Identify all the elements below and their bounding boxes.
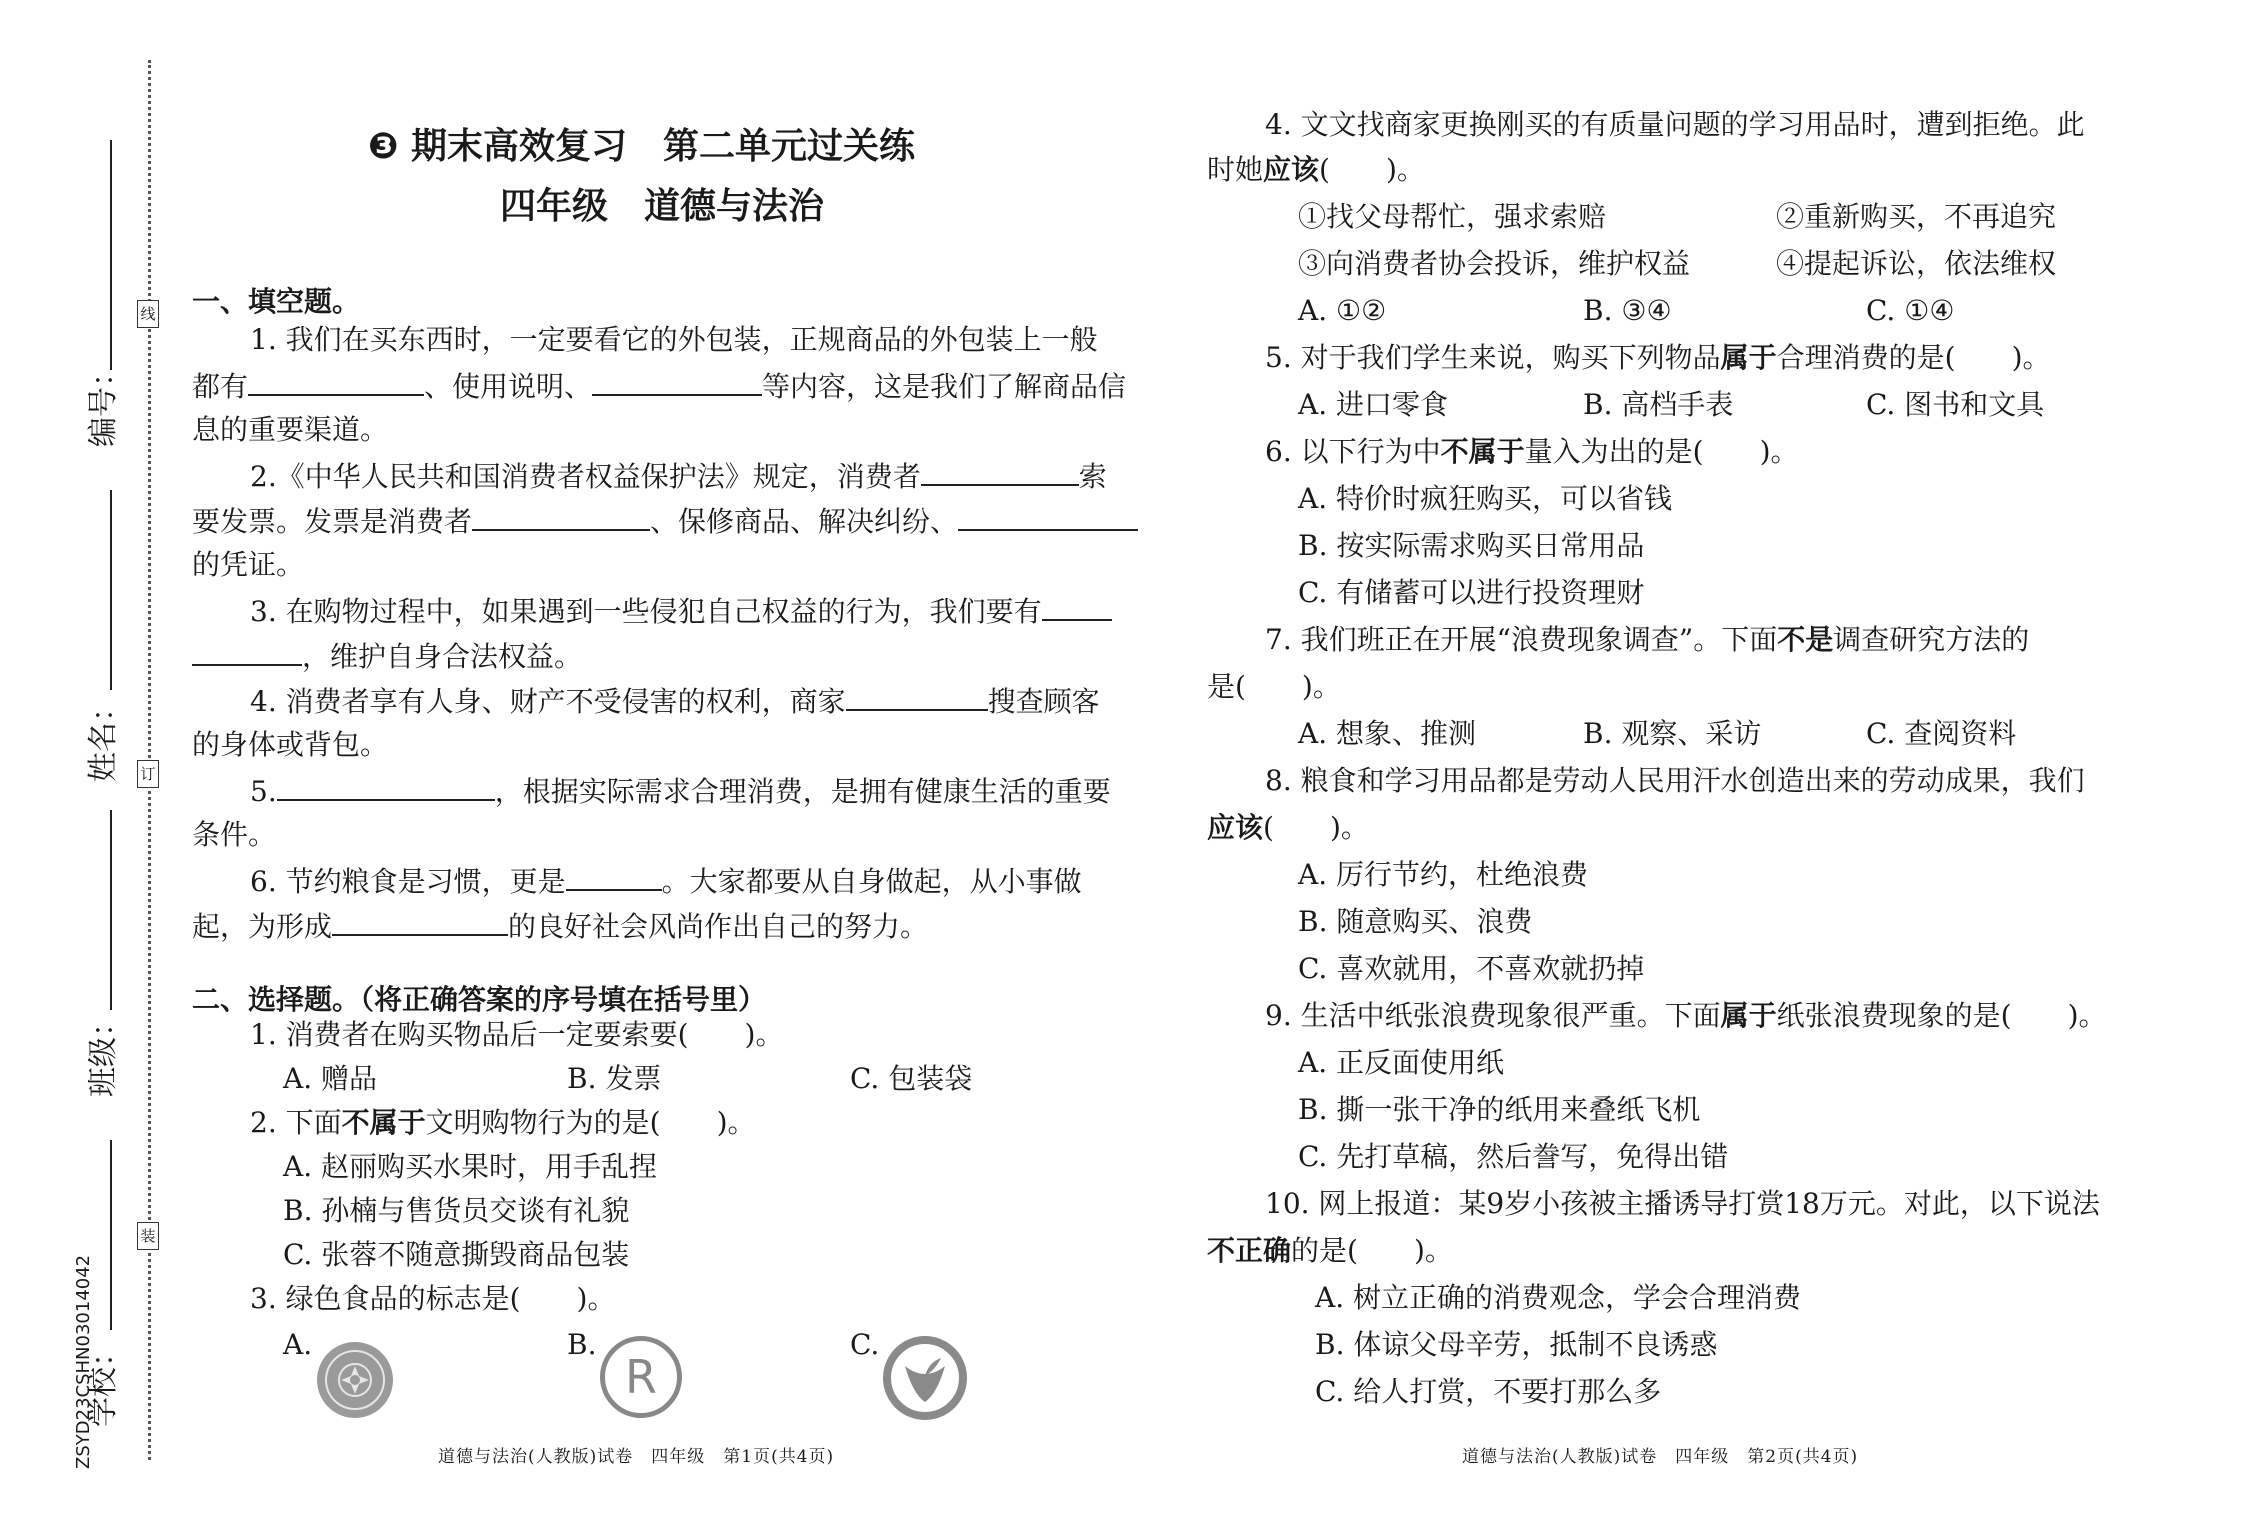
fill-q2-line2	[192, 503, 1138, 539]
text: ，维护自身合法权益。	[302, 640, 583, 673]
text: 7. 我们班正在开展“浪费现象调查”。下面	[1265, 623, 1778, 656]
answer-blank[interactable]	[332, 908, 508, 936]
emphasis-text: 不正确	[1207, 1234, 1292, 1267]
text: 量入为出的是( )。	[1524, 435, 1799, 468]
choice-q2-option-a[interactable]: A. 赵丽购买水果时，用手乱捏	[283, 1150, 658, 1183]
answer-blank[interactable]	[921, 458, 1079, 486]
text: 2.《中华人民共和国消费者权益保护法》规定，消费者	[250, 460, 921, 493]
fill-q5-line2: 条件。	[192, 818, 277, 851]
right-page-footer: 道德与法治(人教版)试卷 四年级 第2页(共4页)	[1462, 1447, 1859, 1467]
choice-q7-line2: 是( )。	[1207, 670, 1341, 703]
emphasis-text: 应该	[1263, 153, 1320, 186]
fill-q1-line2	[192, 368, 1126, 404]
choice-q8-line1: 8. 粮食和学习用品都是劳动人民用汗水创造出来的劳动成果，我们	[1265, 764, 2085, 797]
choice-q7-option-a[interactable]: A. 想象、推测	[1298, 717, 1477, 750]
fill-q4-line1	[250, 683, 1100, 719]
choice-q9-option-a[interactable]: A. 正反面使用纸	[1298, 1046, 1505, 1079]
text: 2. 下面	[250, 1106, 342, 1139]
choice-q4-option-a[interactable]: A. ①②	[1298, 294, 1387, 327]
text: 搜查顾客	[987, 685, 1100, 718]
paper-code: ZSYD23CSHN03014042	[73, 1254, 94, 1469]
choice-q10-option-c[interactable]: C. 给人打赏，不要打那么多	[1315, 1375, 1662, 1408]
choice-q7-line1	[1265, 623, 2029, 657]
cut-mark-line: 线	[137, 300, 159, 328]
choice-q8-option-c[interactable]: C. 喜欢就用，不喜欢就扔掉	[1298, 952, 1645, 985]
school-label: 学校：	[86, 1337, 121, 1427]
choice-q4-statement-4: ④提起诉讼，依法维权	[1776, 247, 2057, 280]
choice-q4-option-b[interactable]: B. ③④	[1583, 294, 1672, 327]
choice-q6-option-c[interactable]: C. 有储蓄可以进行投资理财	[1298, 576, 1645, 609]
answer-blank[interactable]	[192, 638, 302, 666]
choice-q2	[250, 1106, 756, 1140]
fill-q1-line1: 1. 我们在买东西时，一定要看它的外包装，正规商品的外包装上一般	[250, 323, 1098, 356]
text: 都有	[192, 370, 249, 403]
choice-q10-line1: 10. 网上报道：某9岁小孩被主播诱导打赏18万元。对此，以下说法	[1265, 1187, 2100, 1220]
text: 。大家都要从自身做起，从小事做	[661, 865, 1082, 898]
text: 4. 消费者享有人身、财产不受侵害的权利，商家	[250, 685, 846, 718]
id-field-line[interactable]	[110, 140, 112, 370]
text: 的良好社会风尚作出自己的努力。	[508, 910, 929, 943]
text: 时她	[1207, 153, 1264, 186]
choice-q1: 1. 消费者在购买物品后一定要索要( )。	[250, 1018, 784, 1051]
choice-q8-option-b[interactable]: B. 随意购买、浪费	[1298, 905, 1533, 938]
title-text: 期末高效复习 第二单元过关练	[411, 126, 916, 167]
choice-q4-line2	[1207, 153, 1425, 187]
choice-q1-option-c[interactable]: C. 包装袋	[850, 1062, 973, 1095]
choice-q5-option-a[interactable]: A. 进口零食	[1298, 388, 1449, 421]
choice-q9-option-c[interactable]: C. 先打草稿，然后誊写，免得出错	[1298, 1140, 1729, 1173]
text: 等内容，这是我们了解商品信	[762, 370, 1127, 403]
text: 3. 在购物过程中，如果遇到一些侵犯自己权益的行为，我们要有	[250, 595, 1042, 628]
text: 9. 生活中纸张浪费现象很严重。下面	[1265, 999, 1721, 1032]
fill-q1-line3: 息的重要渠道。	[192, 413, 389, 446]
page-subtitle: 四年级 道德与法治	[500, 186, 825, 227]
section-multiple-choice: 二、选择题。（将正确答案的序号填在括号里）	[192, 983, 767, 1016]
class-field-line[interactable]	[110, 810, 112, 1010]
school-field-line[interactable]	[110, 1140, 112, 1330]
left-page-footer: 道德与法治(人教版)试卷 四年级 第1页(共4页)	[438, 1447, 835, 1467]
text: 6. 节约粮食是习惯，更是	[250, 865, 566, 898]
fill-q6-line2	[192, 908, 928, 944]
text: 纸张浪费现象的是( )。	[1776, 999, 2107, 1032]
fill-q3-line1	[250, 593, 1112, 629]
emphasis-text: 不是	[1777, 623, 1834, 656]
fill-q2-line3: 的凭证。	[192, 548, 305, 581]
choice-q10-option-a[interactable]: A. 树立正确的消费观念，学会合理消费	[1315, 1281, 1802, 1314]
choice-q4-statement-2: ②重新购买，不再追究	[1776, 200, 2057, 233]
answer-blank[interactable]	[1042, 593, 1112, 621]
choice-q6	[1265, 435, 1799, 469]
choice-q1-option-a[interactable]: A. 赠品	[283, 1062, 378, 1095]
emphasis-text: 属于	[1720, 999, 1777, 1032]
fill-q4-line2: 的身体或背包。	[192, 728, 389, 761]
id-label: 编号：	[86, 357, 121, 447]
text: 5.	[250, 775, 277, 808]
text: 调查研究方法的	[1833, 623, 2030, 656]
green-food-logo-icon	[883, 1336, 967, 1420]
answer-blank[interactable]	[248, 368, 424, 396]
choice-q10-line2	[1207, 1234, 1453, 1268]
emphasis-text: 不属于	[341, 1106, 426, 1139]
emphasis-text: 不属于	[1440, 435, 1525, 468]
class-label: 班级：	[86, 1007, 121, 1097]
fill-q2-line1	[250, 458, 1107, 494]
text: 索	[1078, 460, 1107, 493]
choice-q3-option-b[interactable]: B.	[567, 1328, 597, 1361]
choice-q4-statement-3: ③向消费者协会投诉，维护权益	[1298, 247, 1691, 280]
choice-q9	[1265, 999, 2107, 1033]
text: 的是( )。	[1291, 1234, 1453, 1267]
choice-q2-option-b[interactable]: B. 孙楠与售货员交谈有礼貌	[283, 1194, 630, 1227]
text: ( )。	[1319, 153, 1425, 186]
text: 文明购物行为的是( )。	[425, 1106, 756, 1139]
text: 5. 对于我们学生来说，购买下列物品	[1265, 341, 1721, 374]
fill-q6-line1	[250, 863, 1082, 899]
choice-q1-option-b[interactable]: B. 发票	[567, 1062, 662, 1095]
text: 起，为形成	[192, 910, 333, 943]
answer-blank[interactable]	[846, 683, 988, 711]
section-fill-blank: 一、填空题。	[192, 285, 361, 318]
name-field-line[interactable]	[110, 490, 112, 690]
answer-blank[interactable]	[592, 368, 762, 396]
emphasis-text: 应该	[1207, 811, 1264, 844]
choice-q5	[1265, 341, 2051, 375]
choice-q6-option-b[interactable]: B. 按实际需求购买日常用品	[1298, 529, 1645, 562]
emphasis-text: 属于	[1720, 341, 1777, 374]
text: 要发票。发票是消费者	[192, 505, 473, 538]
text: 合理消费的是( )。	[1776, 341, 2051, 374]
choice-q7-option-c[interactable]: C. 查阅资料	[1866, 717, 2017, 750]
choice-q4-statement-1: ①找父母帮忙，强求索赔	[1298, 200, 1607, 233]
registered-mark-icon: R	[600, 1336, 682, 1418]
choice-q3-option-c[interactable]: C.	[850, 1328, 880, 1361]
answer-blank[interactable]	[472, 503, 650, 531]
fill-q5-line1	[250, 773, 1111, 809]
choice-q3-option-a[interactable]: A.	[283, 1328, 313, 1361]
unit-number-icon: ❸	[368, 126, 399, 167]
text: 6. 以下行为中	[1265, 435, 1441, 468]
cut-mark-mount: 装	[137, 1222, 159, 1250]
choice-q2-option-c[interactable]: C. 张蓉不随意撕毁商品包装	[283, 1238, 630, 1271]
choice-q10-option-b[interactable]: B. 体谅父母辛劳，抵制不良诱惑	[1315, 1328, 1718, 1361]
choice-q3: 3. 绿色食品的标志是( )。	[250, 1282, 616, 1315]
choice-q4-line1: 4. 文文找商家更换刚买的有质量问题的学习用品时，遭到拒绝。此	[1265, 108, 2085, 141]
name-label: 姓名：	[86, 692, 121, 782]
answer-blank[interactable]	[958, 503, 1138, 531]
choice-q8-line2	[1207, 811, 1369, 845]
emblem-seal-icon	[315, 1340, 395, 1420]
text: ，根据实际需求合理消费，是拥有健康生活的重要	[494, 775, 1111, 808]
choice-q9-option-b[interactable]: B. 撕一张干净的纸用来叠纸飞机	[1298, 1093, 1701, 1126]
choice-q5-option-c[interactable]: C. 图书和文具	[1866, 388, 2045, 421]
text: 、使用说明、	[424, 370, 593, 403]
answer-blank[interactable]	[277, 773, 495, 801]
cut-mark-bind: 订	[137, 760, 159, 788]
page-title	[368, 118, 915, 169]
choice-q6-option-a[interactable]: A. 特价时疯狂购买，可以省钱	[1298, 482, 1673, 515]
choice-q7-option-b[interactable]: B. 观察、采访	[1583, 717, 1762, 750]
choice-q4-option-c[interactable]: C. ①④	[1866, 294, 1955, 327]
choice-q8-option-a[interactable]: A. 厉行节约，杜绝浪费	[1298, 858, 1589, 891]
answer-blank[interactable]	[566, 863, 662, 891]
fill-q3-line2	[192, 638, 582, 674]
text: ( )。	[1263, 811, 1369, 844]
text: 、保修商品、解决纠纷、	[650, 505, 959, 538]
choice-q5-option-b[interactable]: B. 高档手表	[1583, 388, 1734, 421]
